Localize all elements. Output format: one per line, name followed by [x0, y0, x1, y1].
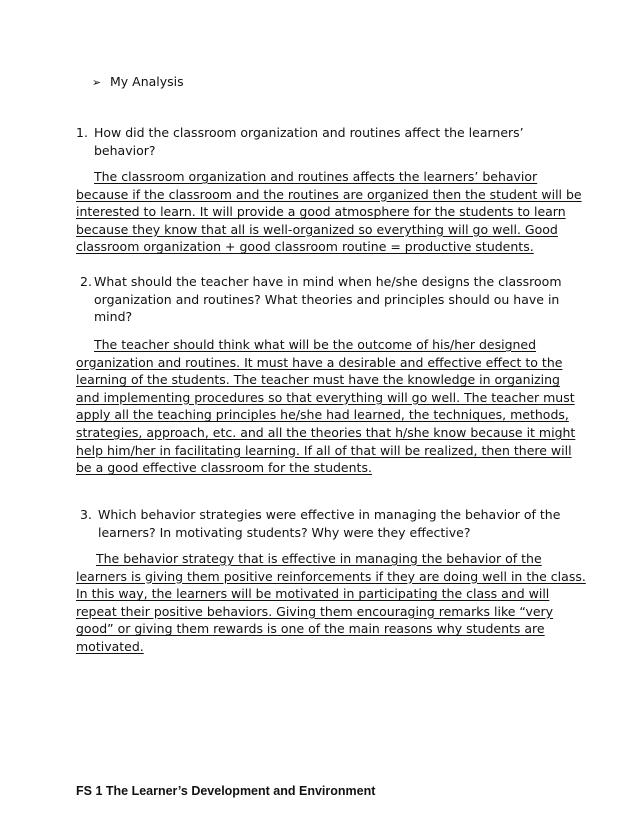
- page-footer: FS 1 The Learner’s Development and Environment: [76, 784, 376, 798]
- answer-line: be a good effective classroom for the students.: [76, 460, 372, 476]
- answer-line: classroom organization + good classroom routine = productive students.: [76, 239, 534, 255]
- question-line: organization and routines? What theories and principles should ou have in: [94, 291, 560, 307]
- answer-line: strategies, approach, etc. and all the theories that h/she know because it might: [76, 424, 576, 440]
- answer-line: motivated.: [76, 638, 144, 654]
- answer-line: The behavior strategy that is effective in managing the behavior of the: [96, 551, 542, 566]
- answer-line: organization and routines. It must have a desirable and effective effect to the: [76, 354, 563, 370]
- question-number: 2.: [80, 274, 92, 289]
- analysis-heading: [92, 74, 184, 89]
- answer-line: interested to learn. It will provide a good atmosphere for the students to learn: [76, 204, 566, 220]
- answer-line: and implementing procedures so that everything will go well. The teacher must: [76, 389, 575, 405]
- question-1: [76, 124, 576, 159]
- answer-line: help him/her in facilitating learning. If all of that will be realized, then there will: [76, 442, 572, 458]
- question-3: [80, 506, 580, 541]
- answer-line: repeat their positive behaviors. Giving them encouraging remarks like “very: [76, 603, 554, 619]
- question-2: [80, 273, 580, 326]
- heading-text: My Analysis: [110, 74, 184, 89]
- answer-line: because if the classroom and the routines are organized then the student will be: [76, 186, 582, 202]
- answer-line: good” or giving them rewards is one of the main reasons why students are: [76, 621, 545, 637]
- answer-line: The classroom organization and routines affects the learners’ behavior: [94, 169, 538, 184]
- question-line: behavior?: [94, 142, 156, 158]
- question-line: What should the teacher have in mind when he/she designs the classroom: [94, 274, 562, 289]
- answer-2: [76, 336, 575, 477]
- answer-line: The teacher should think what will be the outcome of his/her designed: [94, 337, 537, 352]
- question-number: 3.: [80, 507, 92, 522]
- answer-line: because they know that all is well-organized so everything will go well. Good: [76, 221, 558, 237]
- question-line: learners? In motivating students? Why were they effective?: [98, 524, 471, 540]
- answer-line: In this way, the learners will be motivated in participating the class and will: [76, 586, 550, 602]
- question-line: How did the classroom organization and routines affect the learners’: [94, 125, 524, 140]
- answer-line: apply all the teaching principles he/she had learned, the techniques, methods,: [76, 407, 569, 423]
- answer-line: learning of the students. The teacher must have the knowledge in organizing: [76, 372, 560, 388]
- answer-1: [76, 168, 582, 256]
- arrow-bullet-icon: ➢: [92, 76, 102, 89]
- answer-line: learners is giving them positive reinforcements if they are doing well in the class.: [76, 568, 586, 584]
- answer-3: [76, 550, 586, 656]
- question-line: mind?: [94, 309, 133, 324]
- question-number: 1.: [76, 125, 88, 140]
- question-line: Which behavior strategies were effective in managing the behavior of the: [98, 507, 561, 522]
